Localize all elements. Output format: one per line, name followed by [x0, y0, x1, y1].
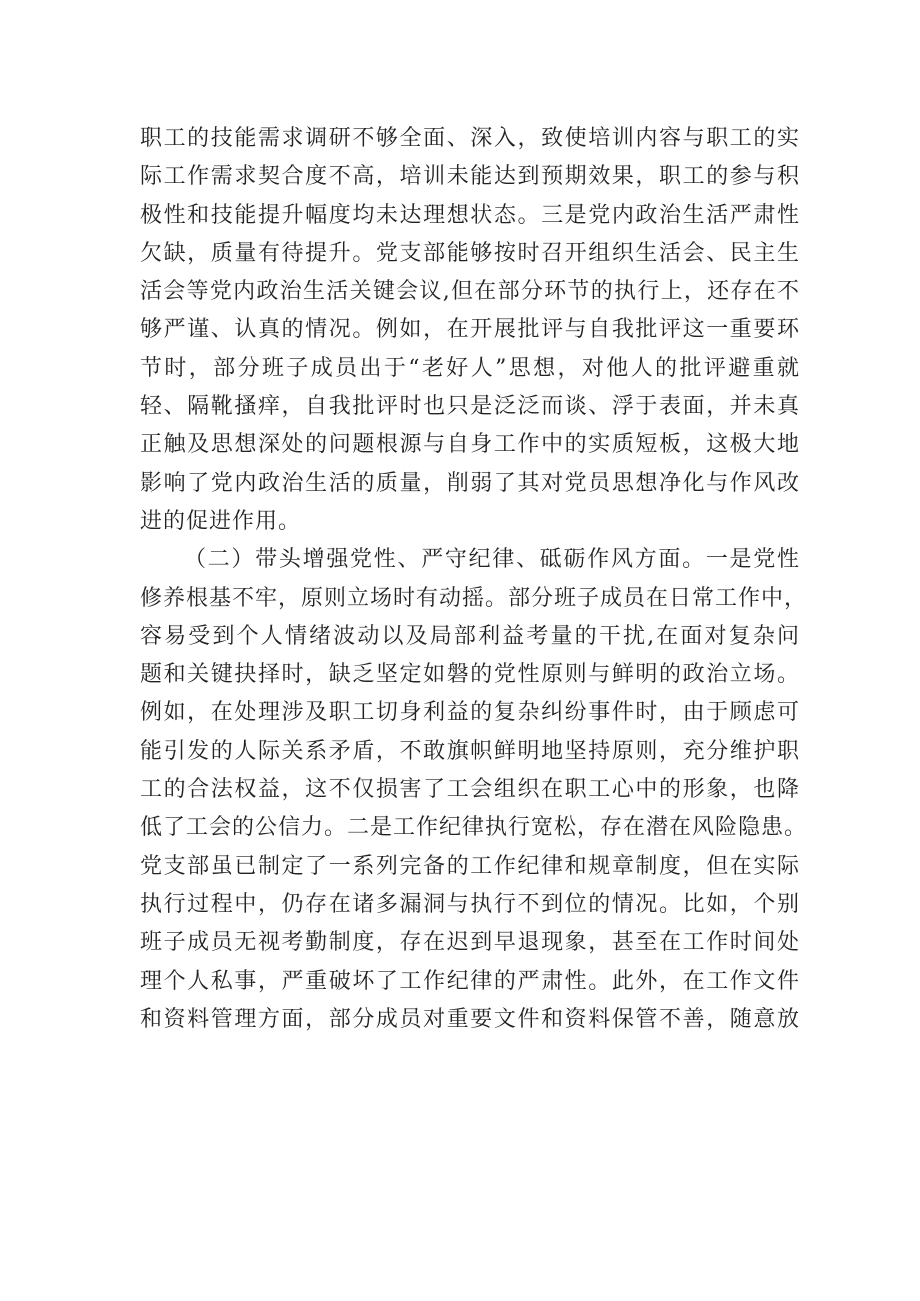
text-line: （二）带头增强党性、严守纪律、砥砺作风方面。一是党性 [184, 547, 800, 573]
paragraph-2 [140, 541, 808, 1039]
text-line: 轻、隔靴搔痒，自我批评时也只是泛泛而谈、浮于表面，并未真 [140, 394, 800, 420]
text-line: 班子成员无视考勤制度，存在迟到早退现象，甚至在工作时间处 [140, 930, 800, 956]
text-line: 容易受到个人情绪波动以及局部利益考量的干扰,在面对复杂问 [140, 623, 800, 649]
text-line: 能引发的人际关系矛盾，不敢旗帜鲜明地坚持原则，充分维护职 [140, 738, 800, 764]
text-line: 进的促进作用。 [140, 508, 302, 534]
text-line: 理个人私事，严重破坏了工作纪律的严肃性。此外，在工作文件 [140, 968, 800, 994]
text-line: 执行过程中，仍存在诸多漏洞与执行不到位的情况。比如，个别 [140, 891, 800, 917]
text-line: 节时，部分班子成员出于“老好人”思想，对他人的批评避重就 [140, 355, 800, 381]
text-line: 题和关键抉择时，缺乏坚定如磐的党性原则与鲜明的政治立场。 [140, 662, 800, 688]
document-body [140, 120, 808, 1039]
text-line: 活会等党内政治生活关键会议,但在部分环节的执行上，还存在不 [140, 279, 800, 305]
text-line: 够严谨、认真的情况。例如，在开展批评与自我批评这一重要环 [140, 317, 800, 343]
text-line: 低了工会的公信力。二是工作纪律执行宽松，存在潜在风险隐患。 [140, 815, 808, 841]
text-line: 修养根基不牢，原则立场时有动摇。部分班子成员在日常工作中， [140, 585, 808, 611]
text-line: 正触及思想深处的问题根源与自身工作中的实质短板，这极大地 [140, 432, 800, 458]
text-line: 例如，在处理涉及职工切身利益的复杂纠纷事件时，由于顾虑可 [140, 700, 800, 726]
text-line: 欠缺，质量有待提升。党支部能够按时召开组织生活会、民主生 [140, 240, 800, 266]
text-line: 影响了党内政治生活的质量，削弱了其对党员思想净化与作风改 [140, 470, 800, 496]
text-line: 极性和技能提升幅度均未达理想状态。三是党内政治生活严肃性 [140, 202, 800, 228]
text-line: 际工作需求契合度不高，培训未能达到预期效果，职工的参与积 [140, 164, 800, 190]
text-line: 工的合法权益，这不仅损害了工会组织在职工心中的形象，也降 [140, 777, 800, 803]
paragraph-1 [140, 120, 800, 541]
text-line: 职工的技能需求调研不够全面、深入，致使培训内容与职工的实 [140, 126, 800, 151]
text-line: 党支部虽已制定了一系列完备的工作纪律和规章制度，但在实际 [140, 853, 800, 879]
text-line: 和资料管理方面，部分成员对重要文件和资料保管不善，随意放 [140, 1006, 800, 1032]
